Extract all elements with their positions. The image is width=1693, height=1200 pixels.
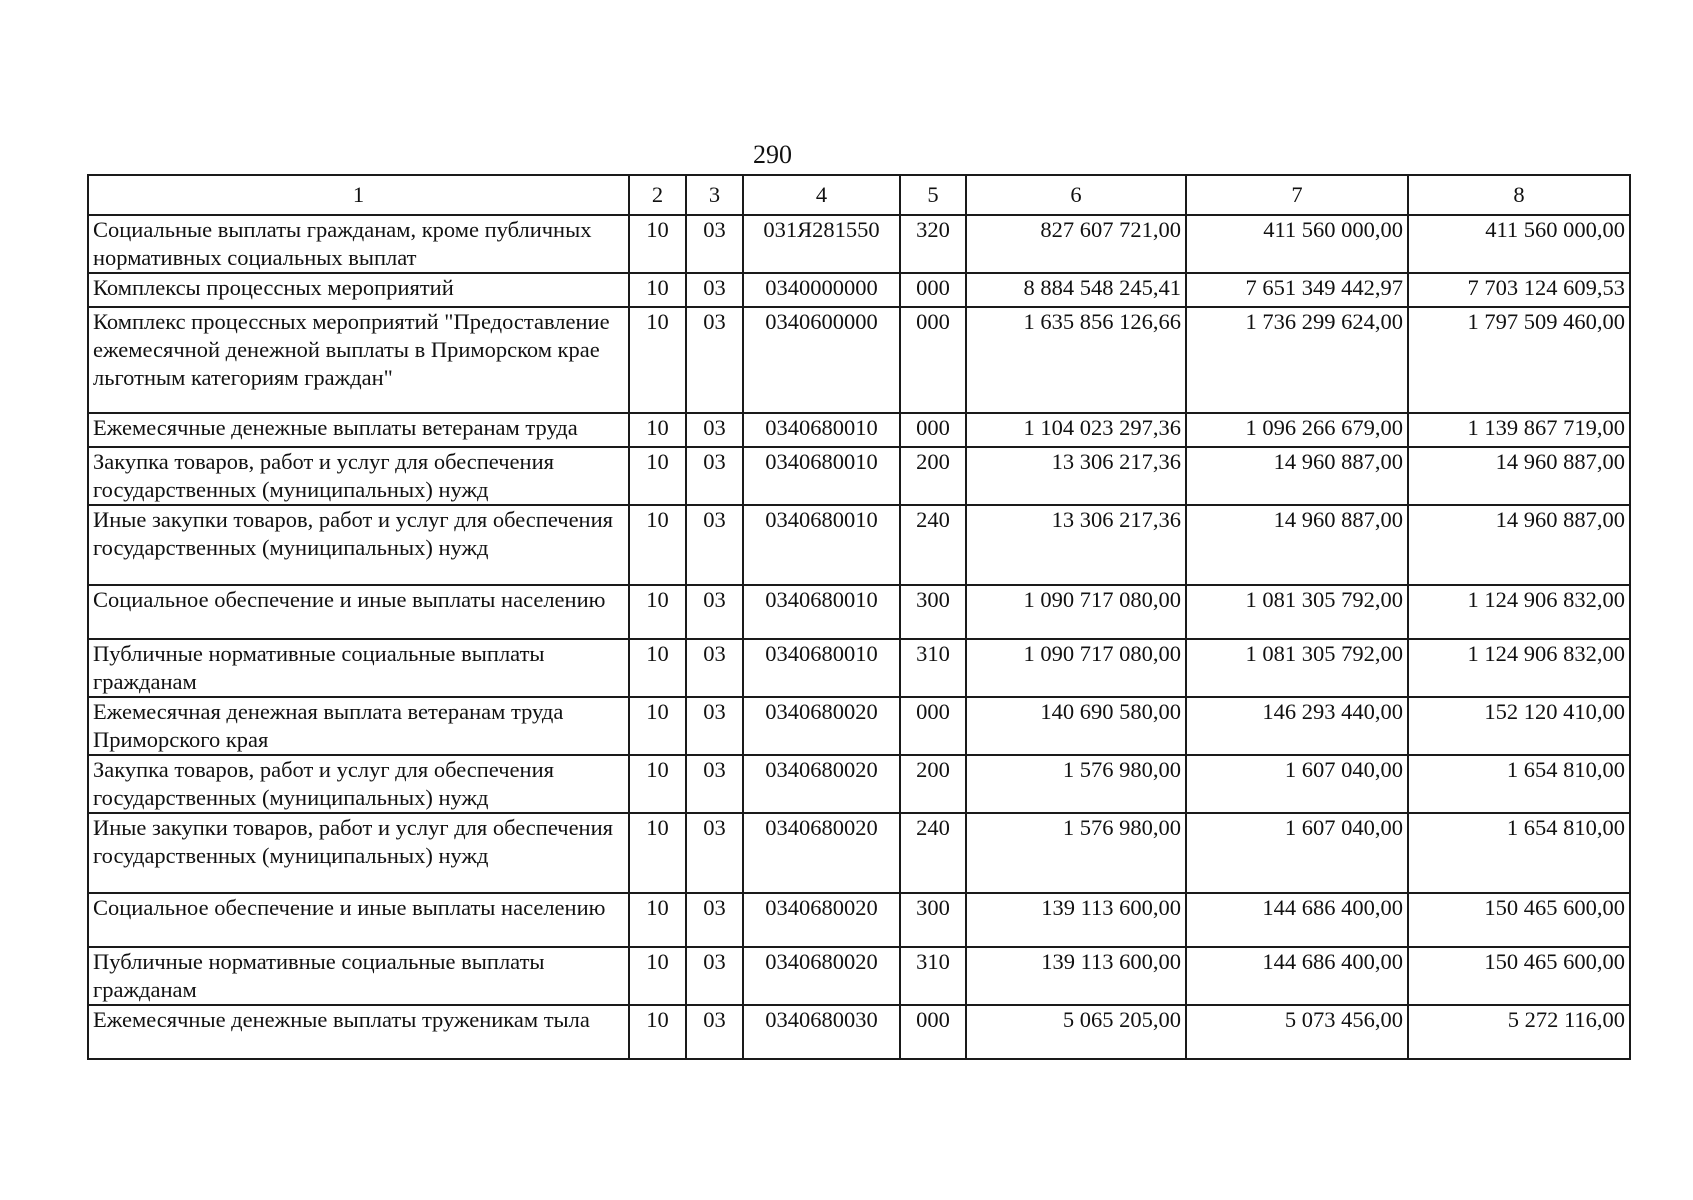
table-row	[88, 273, 1630, 307]
table-row	[88, 215, 1630, 273]
page-number-text: 290	[753, 140, 792, 169]
table-row	[88, 755, 1630, 813]
row-expense-type-code: 000	[900, 413, 966, 447]
row-amount-col8: 150 465 600,00	[1408, 947, 1630, 1005]
table-row	[88, 447, 1630, 505]
row-amount-col8: 1 139 867 719,00	[1408, 413, 1630, 447]
row-amount-col6: 140 690 580,00	[966, 697, 1186, 755]
row-amount-col7: 1 736 299 624,00	[1186, 307, 1408, 413]
row-subsection-code: 03	[686, 697, 743, 755]
row-name: Публичные нормативные социальные выплаты гражданам	[88, 947, 629, 1005]
column-header-6: 6	[966, 175, 1186, 215]
row-subsection-code: 03	[686, 273, 743, 307]
row-expense-type-code: 000	[900, 307, 966, 413]
row-subsection-code: 03	[686, 215, 743, 273]
row-section-code: 10	[629, 755, 686, 813]
row-amount-col8: 411 560 000,00	[1408, 215, 1630, 273]
row-amount-col7: 144 686 400,00	[1186, 893, 1408, 947]
row-amount-col6: 139 113 600,00	[966, 947, 1186, 1005]
page-number	[0, 141, 1693, 169]
row-subsection-code: 03	[686, 639, 743, 697]
row-amount-col7: 14 960 887,00	[1186, 447, 1408, 505]
row-amount-col6: 1 090 717 080,00	[966, 639, 1186, 697]
row-section-code: 10	[629, 215, 686, 273]
row-target-code: 0340680010	[743, 639, 900, 697]
row-amount-col6: 1 635 856 126,66	[966, 307, 1186, 413]
row-amount-col8: 7 703 124 609,53	[1408, 273, 1630, 307]
row-amount-col8: 1 654 810,00	[1408, 755, 1630, 813]
row-amount-col7: 14 960 887,00	[1186, 505, 1408, 585]
row-expense-type-code: 000	[900, 1005, 966, 1059]
row-amount-col8: 14 960 887,00	[1408, 447, 1630, 505]
table-row	[88, 585, 1630, 639]
row-target-code: 0340680010	[743, 505, 900, 585]
row-expense-type-code: 320	[900, 215, 966, 273]
row-subsection-code: 03	[686, 413, 743, 447]
row-amount-col7: 5 073 456,00	[1186, 1005, 1408, 1059]
table-row	[88, 893, 1630, 947]
row-amount-col6: 1 104 023 297,36	[966, 413, 1186, 447]
row-amount-col7: 1 096 266 679,00	[1186, 413, 1408, 447]
row-name: Социальное обеспечение и иные выплаты населению	[88, 893, 629, 947]
row-amount-col7: 1 607 040,00	[1186, 755, 1408, 813]
row-target-code: 031Я281550	[743, 215, 900, 273]
row-amount-col7: 411 560 000,00	[1186, 215, 1408, 273]
row-name: Социальные выплаты гражданам, кроме публичных нормативных социальных выплат	[88, 215, 629, 273]
row-name: Социальное обеспечение и иные выплаты населению	[88, 585, 629, 639]
row-subsection-code: 03	[686, 813, 743, 893]
row-amount-col6: 139 113 600,00	[966, 893, 1186, 947]
row-amount-col7: 146 293 440,00	[1186, 697, 1408, 755]
row-name: Иные закупки товаров, работ и услуг для обеспечения государственных (муниципальных) нужд	[88, 813, 629, 893]
row-name: Публичные нормативные социальные выплаты гражданам	[88, 639, 629, 697]
row-target-code: 0340680020	[743, 755, 900, 813]
row-amount-col6: 5 065 205,00	[966, 1005, 1186, 1059]
row-expense-type-code: 000	[900, 273, 966, 307]
column-header-3: 3	[686, 175, 743, 215]
row-section-code: 10	[629, 947, 686, 1005]
row-amount-col7: 1 081 305 792,00	[1186, 639, 1408, 697]
row-amount-col8: 1 654 810,00	[1408, 813, 1630, 893]
row-amount-col6: 827 607 721,00	[966, 215, 1186, 273]
row-expense-type-code: 200	[900, 755, 966, 813]
row-name: Комплексы процессных мероприятий	[88, 273, 629, 307]
row-name: Закупка товаров, работ и услуг для обеспечения государственных (муниципальных) нужд	[88, 447, 629, 505]
row-section-code: 10	[629, 585, 686, 639]
row-amount-col7: 7 651 349 442,97	[1186, 273, 1408, 307]
row-expense-type-code: 000	[900, 697, 966, 755]
table-row	[88, 505, 1630, 585]
row-amount-col8: 1 797 509 460,00	[1408, 307, 1630, 413]
row-expense-type-code: 310	[900, 639, 966, 697]
table-row	[88, 947, 1630, 1005]
row-subsection-code: 03	[686, 893, 743, 947]
table-row	[88, 697, 1630, 755]
row-target-code: 0340680010	[743, 413, 900, 447]
table-row	[88, 413, 1630, 447]
row-expense-type-code: 240	[900, 813, 966, 893]
row-expense-type-code: 300	[900, 585, 966, 639]
column-header-2: 2	[629, 175, 686, 215]
row-section-code: 10	[629, 307, 686, 413]
row-amount-col8: 5 272 116,00	[1408, 1005, 1630, 1059]
column-header-1: 1	[88, 175, 629, 215]
row-section-code: 10	[629, 1005, 686, 1059]
row-target-code: 0340600000	[743, 307, 900, 413]
row-expense-type-code: 310	[900, 947, 966, 1005]
row-subsection-code: 03	[686, 447, 743, 505]
row-subsection-code: 03	[686, 947, 743, 1005]
row-section-code: 10	[629, 447, 686, 505]
row-amount-col6: 1 576 980,00	[966, 755, 1186, 813]
row-section-code: 10	[629, 413, 686, 447]
row-target-code: 0340680020	[743, 697, 900, 755]
table-body	[88, 215, 1630, 1059]
table-row	[88, 307, 1630, 413]
row-target-code: 0340680020	[743, 893, 900, 947]
row-amount-col8: 1 124 906 832,00	[1408, 585, 1630, 639]
row-expense-type-code: 240	[900, 505, 966, 585]
row-subsection-code: 03	[686, 505, 743, 585]
row-amount-col6: 1 090 717 080,00	[966, 585, 1186, 639]
row-subsection-code: 03	[686, 585, 743, 639]
row-section-code: 10	[629, 893, 686, 947]
row-subsection-code: 03	[686, 755, 743, 813]
table-row	[88, 639, 1630, 697]
row-subsection-code: 03	[686, 307, 743, 413]
row-section-code: 10	[629, 639, 686, 697]
budget-table	[87, 174, 1631, 1060]
row-expense-type-code: 300	[900, 893, 966, 947]
row-target-code: 0340000000	[743, 273, 900, 307]
row-amount-col6: 13 306 217,36	[966, 505, 1186, 585]
row-target-code: 0340680030	[743, 1005, 900, 1059]
row-amount-col8: 152 120 410,00	[1408, 697, 1630, 755]
table-header	[88, 175, 1630, 215]
row-amount-col6: 8 884 548 245,41	[966, 273, 1186, 307]
row-target-code: 0340680010	[743, 585, 900, 639]
row-expense-type-code: 200	[900, 447, 966, 505]
row-amount-col8: 1 124 906 832,00	[1408, 639, 1630, 697]
row-section-code: 10	[629, 273, 686, 307]
column-header-8: 8	[1408, 175, 1630, 215]
row-amount-col8: 150 465 600,00	[1408, 893, 1630, 947]
row-amount-col6: 13 306 217,36	[966, 447, 1186, 505]
row-section-code: 10	[629, 697, 686, 755]
row-amount-col8: 14 960 887,00	[1408, 505, 1630, 585]
row-amount-col7: 144 686 400,00	[1186, 947, 1408, 1005]
row-target-code: 0340680010	[743, 447, 900, 505]
column-header-5: 5	[900, 175, 966, 215]
column-header-7: 7	[1186, 175, 1408, 215]
row-amount-col7: 1 607 040,00	[1186, 813, 1408, 893]
row-section-code: 10	[629, 505, 686, 585]
row-section-code: 10	[629, 813, 686, 893]
column-header-4: 4	[743, 175, 900, 215]
row-subsection-code: 03	[686, 1005, 743, 1059]
row-name: Ежемесячная денежная выплата ветеранам труда Приморского края	[88, 697, 629, 755]
row-target-code: 0340680020	[743, 813, 900, 893]
row-name: Ежемесячные денежные выплаты ветеранам труда	[88, 413, 629, 447]
row-name: Иные закупки товаров, работ и услуг для обеспечения государственных (муниципальных) нужд	[88, 505, 629, 585]
row-name: Комплекс процессных мероприятий "Предоставление ежемесячной денежной выплаты в Приморском крае льготным категориям граждан"	[88, 307, 629, 413]
table-row	[88, 813, 1630, 893]
row-amount-col7: 1 081 305 792,00	[1186, 585, 1408, 639]
table-row	[88, 1005, 1630, 1059]
row-name: Закупка товаров, работ и услуг для обеспечения государственных (муниципальных) нужд	[88, 755, 629, 813]
row-name: Ежемесячные денежные выплаты труженикам тыла	[88, 1005, 629, 1059]
header-row	[88, 175, 1630, 215]
row-amount-col6: 1 576 980,00	[966, 813, 1186, 893]
row-target-code: 0340680020	[743, 947, 900, 1005]
